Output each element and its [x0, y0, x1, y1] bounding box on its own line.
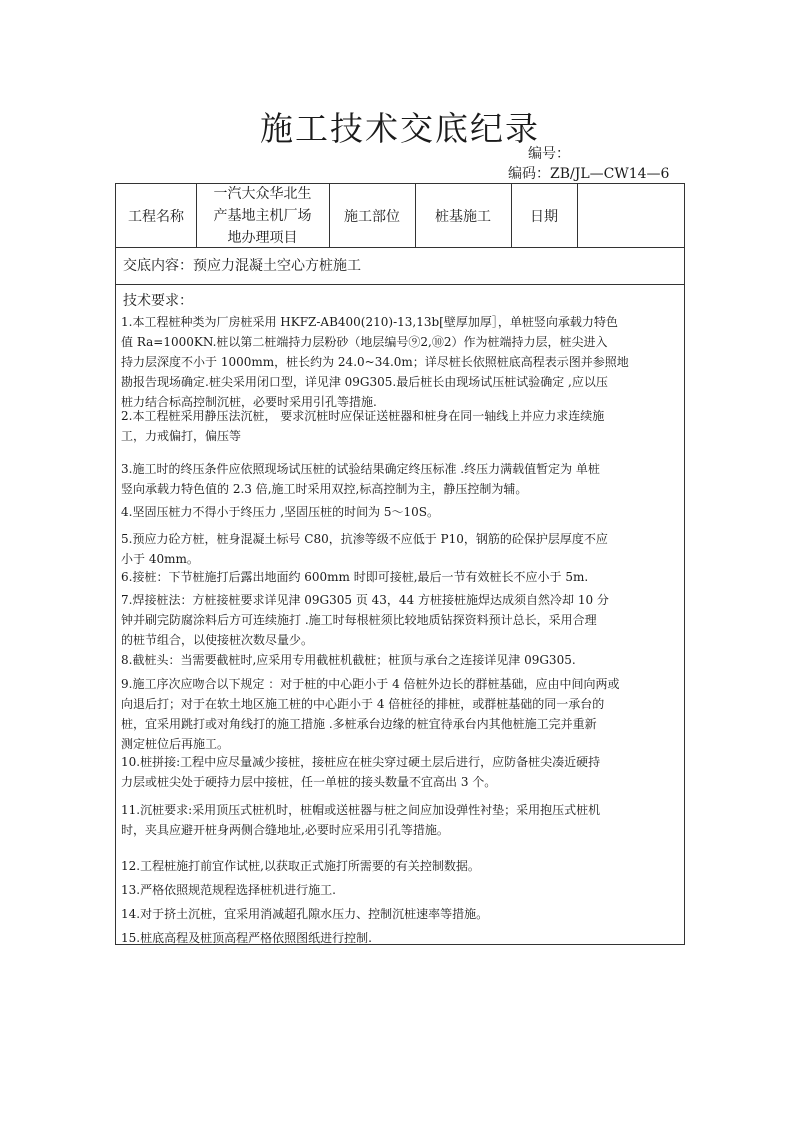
- requirement-line: 时，夹具应避开桩身两侧合缝地址,必要时应采用引孔等措施。: [121, 823, 449, 837]
- content-text: 交底内容：预应力混凝土空心方桩施工: [123, 258, 361, 274]
- requirement-line: 10.桩拼接:工程中应尽量减少接桩，接桩应在桩尖穿过硬土层后进行，应防备桩尖凑近硬持: [121, 755, 601, 769]
- location-label: 施工部位: [344, 208, 400, 225]
- header-row: [116, 184, 684, 248]
- requirement-item-14: [121, 904, 677, 924]
- requirement-item-2: [121, 406, 677, 446]
- requirement-line: 8.截桩头：当需要截桩时,应采用专用截桩机截桩；桩顶与承台之连接详见津 09G305.: [121, 653, 576, 667]
- requirement-item-8: [121, 650, 677, 670]
- requirement-line: 钟并刷完防腐涂料后方可连续施打 .施工时每根桩须比较地质钻探资料预计总长，采用合理: [121, 613, 597, 627]
- project-name-line-2: 产基地主机厂场: [213, 207, 312, 224]
- number-label: 编号：: [528, 146, 570, 162]
- requirement-line: 持力层深度不小于 1000mm，桩长约为 24.0~34.0m；详尽桩长依照桩底高程表示图并参照地: [121, 355, 629, 369]
- requirement-line: 7.焊接桩法：方桩接桩要求详见津 09G305 页 43，44 方桩接桩施焊达成须自然冷却 10 分: [121, 593, 609, 607]
- project-name-line-1: 一汽大众华北生: [213, 185, 312, 202]
- requirements-title: 技术要求：: [123, 293, 193, 309]
- date-value: [577, 184, 684, 247]
- disclosure-table: [115, 183, 685, 945]
- requirement-line: 向退后打；对于在软土地区施工桩的中心距小于 4 倍桩径的排桩，或群桩基础的同一承台的: [121, 697, 605, 711]
- requirement-item-5: [121, 529, 677, 569]
- requirement-line: 11.沉桩要求:采用顶压式桩机时，桩帽或送桩器与桩之间应加设弹性衬垫；采用抱压式桩机: [121, 803, 601, 817]
- requirement-line: 15.桩底高程及桩顶高程严格依照图纸进行控制.: [121, 931, 372, 945]
- requirement-item-15: [121, 928, 677, 948]
- content-row: [116, 247, 684, 285]
- requirement-item-9: [121, 674, 677, 754]
- requirement-line: 12.工程桩施打前宜作试桩,以获取正式施打所需要的有关控制数据。: [121, 859, 480, 873]
- requirement-line: 工，力戒偏打，偏压等: [121, 429, 242, 443]
- requirement-item-4: [121, 502, 677, 522]
- requirement-item-7: [121, 590, 677, 650]
- requirement-line: 竖向承载力特色值的 2.3 倍,施工时采用双控,标高控制为主，静压控制为辅。: [121, 482, 528, 496]
- project-name-line-3: 地办理项目: [227, 229, 298, 246]
- requirement-item-10: [121, 752, 677, 792]
- requirement-line: 值 Ra=1000KN.桩以第二桩端持力层粉砂（地层编号⑨2,⑩2）作为桩端持力层，桩尖进入: [121, 335, 608, 349]
- requirement-line: 3.施工时的终压条件应依照现场试压桩的试验结果确定终压标准 .终压力满载值暂定为 单桩: [121, 462, 600, 476]
- requirement-line: 4.坚固压桩力不得小于终压力 ,坚固压桩的时间为 5～10S。: [121, 505, 440, 519]
- date-label: 日期: [530, 208, 558, 225]
- requirement-line: 5.预应力砼方桩，桩身混凝土标号 C80，抗渗等级不应低于 P10，钢筋的砼保护层厚度不应: [121, 532, 608, 546]
- requirement-line: 勘报告现场确定.桩尖采用闭口型，详见津 09G305.最后桩长由现场试压桩试验确定 ,应以压: [121, 375, 608, 389]
- requirement-line: 小于 40mm。: [121, 552, 199, 566]
- requirement-line: 桩力结合标高控制沉桩，必要时采用引孔等措施.: [121, 395, 377, 409]
- requirement-item-1: [121, 312, 677, 412]
- document-title: 施工技术交底纪录: [260, 109, 540, 148]
- requirement-line: 力层或桩尖处于硬持力层中接桩，任一单桩的接头数量不宜高出 3 个。: [121, 775, 497, 789]
- requirement-line: 9.施工序次应吻合以下规定 ：对于桩的中心距小于 4 倍桩外边长的群桩基础，应由中间向两或: [121, 677, 620, 691]
- requirement-line: 14.对于挤土沉桩，宜采用消减超孔隙水压力、控制沉桩速率等措施。: [121, 907, 489, 921]
- location-value: 桩基施工: [435, 208, 491, 225]
- requirement-item-11: [121, 800, 677, 840]
- requirement-line: 桩，宜采用跳打或对角线打的施工措施 .多桩承台边缘的桩宜待承台内其他桩施工完并重新: [121, 717, 597, 731]
- requirement-line: 的桩节组合，以使接桩次数尽量少。: [121, 633, 314, 647]
- requirement-item-12: [121, 856, 677, 876]
- requirement-line: 13.严格依照规范规程选择桩机进行施工.: [121, 883, 336, 897]
- requirement-line: 2.本工程桩采用静压法沉桩， 要求沉桩时应保证送桩器和桩身在同一轴线上并应力求连续施: [121, 409, 605, 423]
- requirement-item-3: [121, 459, 677, 499]
- project-name-value: [196, 184, 329, 247]
- project-name-label: 工程名称: [128, 208, 184, 225]
- requirement-line: 6.接桩：下节桩施打后露出地面约 600mm 时即可接桩,最后一节有效桩长不应小于 5m.: [121, 570, 589, 584]
- requirement-item-13: [121, 880, 677, 900]
- requirement-line: 1.本工程桩种类为厂房桩采用 HKFZ-AB400(210)-13,13b[壁厚加厚］，单桩竖向承载力特色: [121, 315, 618, 329]
- number-value: 编码：ZB/JL—CW14—6: [508, 166, 670, 182]
- requirement-item-6: [121, 567, 677, 587]
- requirement-line: 测定桩位后再施工。: [121, 737, 230, 751]
